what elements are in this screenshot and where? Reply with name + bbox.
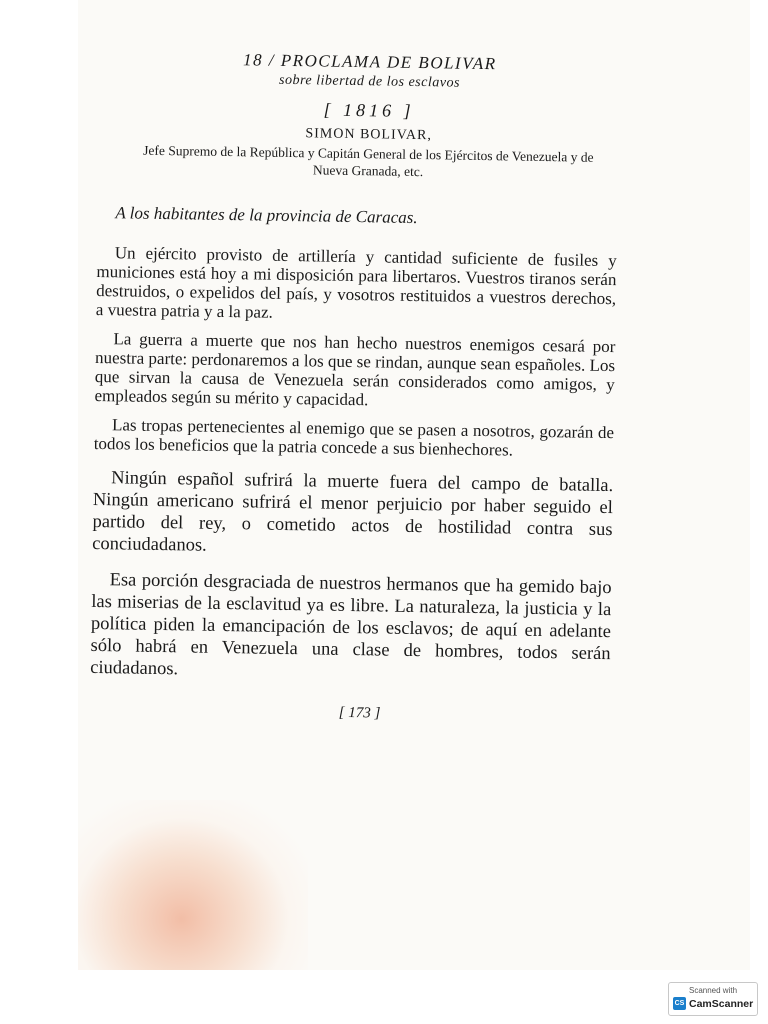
paragraph-4: Ningún español sufrirá la muerte fuera del campo de batalla. Ningún americano sufrirá el menor perjuicio por haber seguido el partido del rey, o cometido actos de hostilidad contra sus conciudadanos.: [92, 468, 614, 556]
badge-caption: Scanned with: [688, 986, 738, 995]
badge-row: [673, 997, 753, 1010]
paragraph-1: Un ejército provisto de artillería y cantidad suficiente de fusiles y municiones está hoy a mi disposición para libertaros. Vuestros tiranos serán destruidos, o expelidos del país, y vosotros restituidos a vuestros derechos, a vuestra patria y a la paz.: [95, 243, 617, 322]
paragraph-2: La guerra a muerte que nos han hecho nuestros enemigos cesará por nuestra parte: perdonaremos a los que se rindan, aunque sean españoles. Los que sirvan la causa de Venezuela serán considerados como amigos, y empleados según su mérito y capacidad.: [94, 329, 616, 410]
author-name: SIMON BOLIVAR,: [305, 126, 433, 144]
camscanner-logo-icon: CS: [673, 997, 686, 1010]
document-title: 18 / PROCLAMA DE BOLIVAR: [242, 50, 497, 74]
document-year: [ 1816 ]: [323, 99, 415, 121]
camscanner-badge: [668, 982, 758, 1016]
badge-name: CamScanner: [689, 997, 754, 1010]
page-number: [ 173 ]: [338, 704, 381, 722]
address-line: A los habitantes de la provincia de Caracas.: [115, 203, 418, 228]
paragraph-3: Las tropas pertenecientes al enemigo que se pasen a nosotros, gozarán de todos los beneficios que la patria concede a sus bienhechores.: [93, 415, 615, 460]
document-body: [89, 48, 619, 726]
author-title: Jefe Supremo de la República y Capitán General de los Ejércitos de Venezuela y de Nueva Granada, etc.: [143, 142, 594, 180]
paragraph-5: Esa porción desgraciada de nuestros hermanos que ha gemido bajo las miserias de la esclavitud ya es libre. La naturaleza, la justicia y la política piden la emancipación de los esclavos; de aquí en adelante sólo habrá en Venezuela una clase de hombres, todos serán ciudadanos.: [90, 570, 612, 680]
document-subtitle: sobre libertad de los esclavos: [278, 72, 461, 91]
